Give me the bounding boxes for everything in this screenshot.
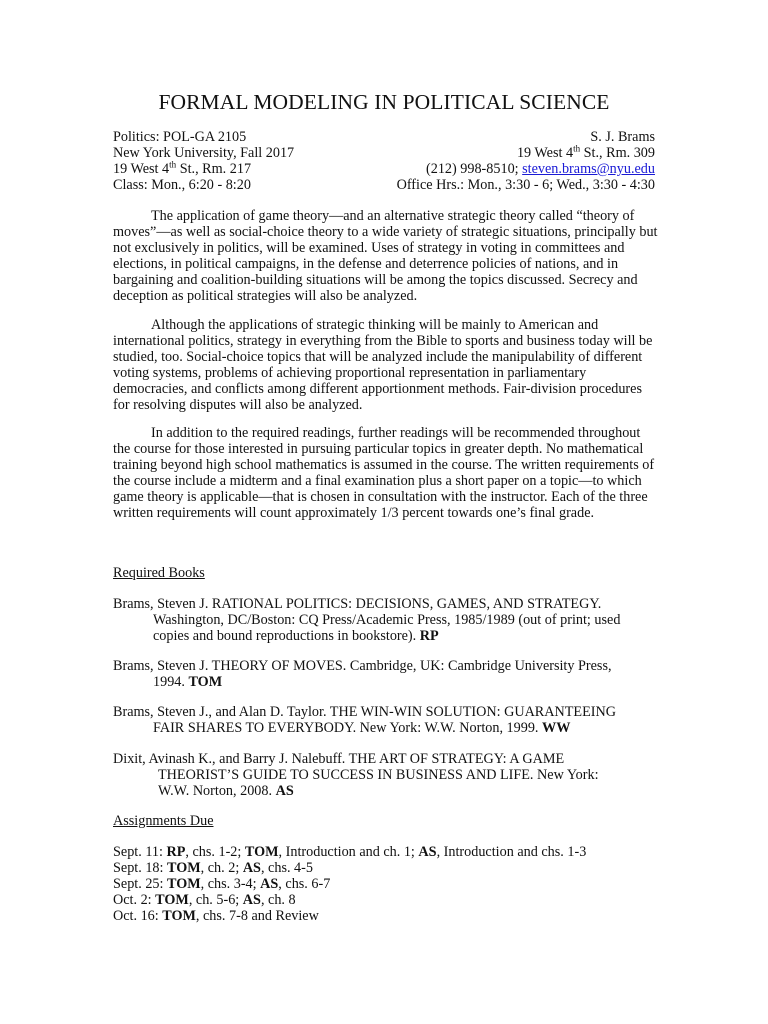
paragraph-intro: The application of game theory—and an alternative strategic theory called “theory of moves”—as well as social-choice theory to a wide variety of strategic situations, principally but not exclusively in politics, will be examined. Uses of strategy in voting in committees and elections, in political campaigns, in the defense and deterrence policies of nations, and in bargaining and coalition-building situations will be among the topics discussed. Secrecy and deception as political strategies will also be analyzed. (113, 208, 658, 304)
book-text: FAIR SHARES TO EVERYBODY. New York: W.W. Norton, 1999. (153, 720, 543, 736)
course-code: Politics: POL-GA 2105 (113, 129, 247, 145)
assignment-book: TOM (155, 892, 189, 908)
book-abbreviation: WW (542, 720, 571, 736)
book-entry-tom (113, 658, 658, 690)
book-line: Brams, Steven J., and Alan D. Taylor. THE WIN-WIN SOLUTION: GUARANTEEING (113, 704, 616, 720)
instructor-name: S. J. Brams (590, 129, 655, 145)
university-term: New York University, Fall 2017 (113, 145, 295, 161)
assignment-text: , chs. 3-4; (200, 876, 261, 892)
assignment-book: AS (418, 844, 437, 860)
assignment-date: Sept. 25: (113, 876, 167, 892)
assignment-row (113, 860, 658, 876)
assignment-text: , chs. 4-5 (260, 860, 313, 876)
book-abbreviation: AS (275, 783, 294, 799)
book-text: copies and bound reproductions in bookstore). (153, 628, 420, 644)
assignment-date: Sept. 18: (113, 860, 167, 876)
assignments-list (113, 844, 658, 924)
assignment-text: , chs. 7-8 and Review (195, 908, 319, 924)
book-entry-as (113, 751, 658, 799)
assignment-book: TOM (244, 844, 279, 860)
office-hours: Office Hrs.: Mon., 3:30 - 6; Wed., 3:30 - 4:30 (396, 177, 655, 193)
assignment-book: TOM (162, 908, 196, 924)
assignment-row (113, 876, 658, 892)
assignment-book: AS (242, 892, 261, 908)
email-link[interactable]: steven.brams@nyu.edu (522, 161, 655, 177)
paragraph-topics: Although the applications of strategic thinking will be mainly to American and international politics, strategy in everything from the Bible to sports and business today will be studied, too. Social-choice topics that will be analyzed include the manipulability of different voting systems, problems of achieving proportional representation in parliamentary democracies, and conflicts among different apportionment methods. Fair-division procedures for resolving disputes will also be analyzed. (113, 317, 653, 413)
ordinal-suffix: th (169, 159, 177, 170)
contact-line (426, 161, 655, 177)
assignment-text: , chs. 1-2; (185, 844, 245, 860)
assignment-text: , chs. 6-7 (278, 876, 331, 892)
assignment-date: Sept. 11: (113, 844, 167, 860)
book-line (113, 783, 658, 799)
book-line (113, 720, 658, 736)
assignment-book: RP (166, 844, 186, 860)
office-address: 19 West 4th St., Rm. 309 (516, 143, 655, 161)
assignment-book: TOM (167, 876, 201, 892)
paragraph-requirements: In addition to the required readings, further readings will be recommended throughout the course for those interested in pursuing particular topics in greater depth. No mathematical training beyond high school mathematics is assumed in the course. The written requirements of the course include a midterm and a final examination plus a short paper on a topic—to which game theory is applicable—that is chosen in consultation with the instructor. Each of the three written requirements will count approximately 1/3 percent towards one’s final grade. (113, 425, 655, 521)
assignments-heading: Assignments Due (113, 813, 214, 829)
assignment-text: , ch. 8 (260, 892, 296, 908)
assignment-row (113, 844, 658, 860)
header-row-3 (113, 161, 655, 177)
assignment-row (113, 892, 658, 908)
assignment-book: TOM (167, 860, 201, 876)
assignment-date: Oct. 16: (113, 908, 163, 924)
book-abbreviation: TOM (188, 674, 223, 690)
assignment-text: , Introduction and ch. 1; (278, 844, 419, 860)
header-row-2 (113, 145, 655, 161)
assignment-book: AS (242, 860, 261, 876)
book-line: Dixit, Avinash K., and Barry J. Nalebuff. THE ART OF STRATEGY: A GAME (113, 751, 565, 767)
assignment-text: , ch. 5-6; (188, 892, 243, 908)
course-header (113, 129, 655, 193)
phone-number: (212) 998-8510; (426, 161, 523, 177)
book-text: 1994. (153, 674, 189, 690)
class-time: Class: Mon., 6:20 - 8:20 (113, 177, 251, 193)
assignment-row (113, 908, 658, 924)
assignment-date: Oct. 2: (113, 892, 156, 908)
assignment-text: , ch. 2; (200, 860, 243, 876)
header-row-4 (113, 177, 655, 193)
book-abbreviation: RP (419, 628, 439, 644)
assignment-text: , Introduction and chs. 1-3 (436, 844, 587, 860)
document-title: FORMAL MODELING IN POLITICAL SCIENCE (158, 90, 610, 114)
book-entry-rp (113, 596, 658, 644)
class-room: 19 West 4th St., Rm. 217 (113, 159, 252, 177)
book-text: W.W. Norton, 2008. (158, 783, 276, 799)
book-entry-ww (113, 704, 658, 736)
book-line (113, 674, 658, 690)
book-line (113, 628, 658, 644)
assignment-book: AS (260, 876, 279, 892)
book-line: Brams, Steven J. THEORY OF MOVES. Cambridge, UK: Cambridge University Press, (113, 658, 612, 674)
required-books-heading: Required Books (113, 565, 205, 581)
book-line: Washington, DC/Boston: CQ Press/Academic Press, 1985/1989 (out of print; used (153, 612, 621, 628)
ordinal-suffix: th (573, 143, 581, 154)
book-line: Brams, Steven J. RATIONAL POLITICS: DECISIONS, GAMES, AND STRATEGY. (113, 596, 602, 612)
book-line: THEORIST’S GUIDE TO SUCCESS IN BUSINESS AND LIFE. New York: (158, 767, 599, 783)
